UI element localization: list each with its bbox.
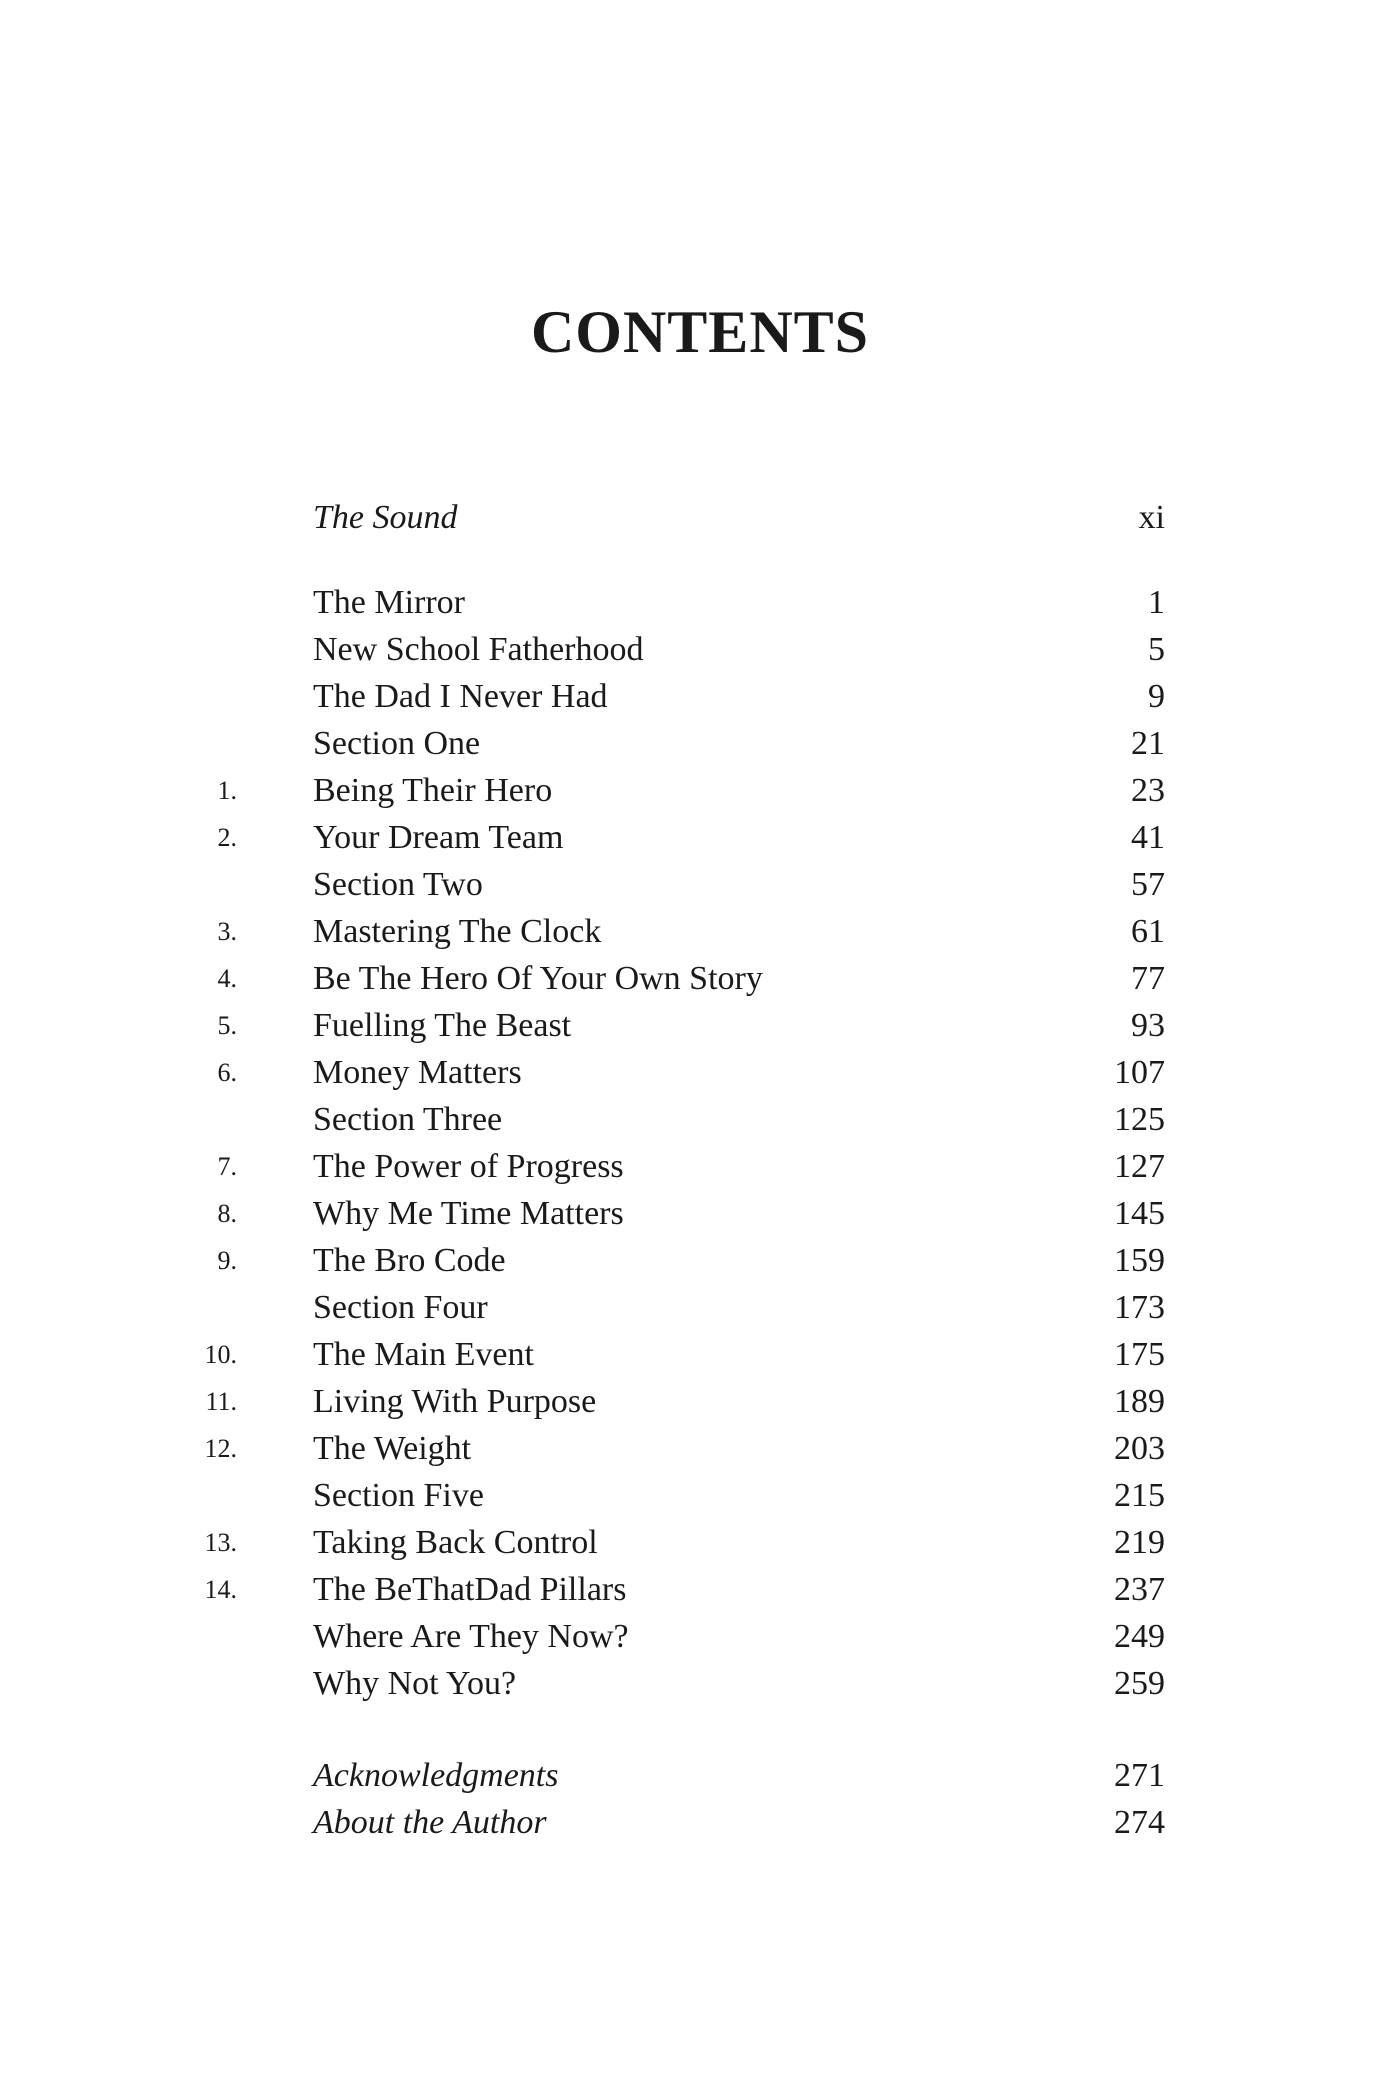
toc-entry-title: Why Me Time Matters	[313, 1195, 624, 1232]
toc-entry-row[interactable]	[245, 1472, 1165, 1519]
toc-entry-row[interactable]	[245, 720, 1165, 767]
toc-entry-page: 41	[1131, 819, 1165, 856]
toc-entry-title: Living With Purpose	[313, 1383, 597, 1420]
toc-entry-page: 5	[1148, 631, 1165, 668]
toc-entry-page: 21	[1131, 725, 1165, 762]
toc-entry-row[interactable]	[217, 955, 1165, 1002]
toc-entry-title: Where Are They Now?	[313, 1618, 629, 1655]
toc-entry-page: 215	[1114, 1477, 1165, 1514]
toc-entry-page: 125	[1114, 1101, 1165, 1138]
toc-entry-page: 127	[1114, 1148, 1165, 1185]
toc-entry-number: 8.	[217, 1199, 237, 1228]
toc-entry-row[interactable]	[205, 1378, 1165, 1425]
toc-entry-number: 5.	[217, 1011, 237, 1040]
toc-entry-page: 93	[1131, 1007, 1165, 1044]
toc-entry-title: Section Four	[313, 1289, 488, 1326]
toc-entry-title: Acknowledgments	[313, 1757, 559, 1794]
toc-entry-row[interactable]	[245, 626, 1165, 673]
toc-entry-title: Being Their Hero	[313, 772, 553, 809]
toc-front-matter-row[interactable]	[245, 494, 1165, 541]
toc-entry-title: Section One	[313, 725, 481, 762]
toc-entry-row[interactable]	[245, 1613, 1165, 1660]
toc-entry-title: Your Dream Team	[313, 819, 564, 856]
toc-entry-number: 4.	[217, 964, 237, 993]
toc-entry-page: 1	[1148, 584, 1165, 621]
toc-entry-page: 219	[1114, 1524, 1165, 1561]
toc-entry-page: 173	[1114, 1289, 1165, 1326]
toc-entry-title: The Bro Code	[313, 1242, 506, 1279]
toc-entry-number: 9.	[217, 1246, 237, 1275]
toc-entry-page: 57	[1131, 866, 1165, 903]
toc-entry-page: 145	[1114, 1195, 1165, 1232]
toc-entry-row[interactable]	[245, 861, 1165, 908]
page-title: CONTENTS	[530, 299, 870, 365]
toc-entry-row[interactable]	[217, 1237, 1165, 1284]
toc-entry-row[interactable]	[217, 1143, 1165, 1190]
toc-entry-row[interactable]	[245, 579, 1165, 626]
toc-entry-title: The Main Event	[313, 1336, 534, 1373]
toc-entry-number: 13.	[204, 1528, 237, 1557]
toc-entry-title: The BeThatDad Pillars	[313, 1571, 627, 1608]
toc-entry-title: New School Fatherhood	[313, 631, 644, 668]
toc-entry-title: Mastering The Clock	[313, 913, 602, 950]
toc-back-matter-row[interactable]	[245, 1752, 1165, 1799]
toc-entry-row[interactable]	[204, 1425, 1165, 1472]
toc-entry-page: 159	[1114, 1242, 1165, 1279]
toc-entry-number: 12.	[204, 1434, 237, 1463]
toc-entry-row[interactable]	[217, 908, 1165, 955]
toc-entry-title: Money Matters	[313, 1054, 522, 1091]
toc-entry-page: 274	[1114, 1804, 1165, 1841]
toc-entry-row[interactable]	[204, 1519, 1165, 1566]
toc-entry-row[interactable]	[245, 1660, 1165, 1707]
toc-entry-row[interactable]	[217, 814, 1165, 861]
toc-entry-title: The Power of Progress	[313, 1148, 624, 1185]
toc-entry-title: The Dad I Never Had	[313, 678, 608, 715]
toc-entry-row[interactable]	[245, 1284, 1165, 1331]
toc-entry-page: 271	[1114, 1757, 1165, 1794]
toc-entry-row[interactable]	[217, 1002, 1165, 1049]
toc-entry-row[interactable]	[217, 1190, 1165, 1237]
toc-entry-title: Section Three	[313, 1101, 503, 1138]
toc-entry-title: Fuelling The Beast	[313, 1007, 572, 1044]
toc-entry-number: 14.	[204, 1575, 237, 1604]
toc-entry-page: 259	[1114, 1665, 1165, 1702]
toc-entry-page: 175	[1114, 1336, 1165, 1373]
toc-entry-number: 3.	[217, 917, 237, 946]
toc-entry-number: 10.	[204, 1340, 237, 1369]
toc-entry-row[interactable]	[204, 1566, 1165, 1613]
toc-back-matter-row[interactable]	[245, 1799, 1165, 1846]
toc-entry-row[interactable]	[245, 1096, 1165, 1143]
toc-entry-title: Taking Back Control	[313, 1524, 598, 1561]
toc-entry-title: The Weight	[313, 1430, 472, 1467]
toc-entry-title: About the Author	[313, 1804, 547, 1841]
toc-entry-page: 203	[1114, 1430, 1165, 1467]
toc-entry-page: 107	[1114, 1054, 1165, 1091]
toc-entry-number: 7.	[217, 1152, 237, 1181]
toc-entry-page: 23	[1131, 772, 1165, 809]
toc-entry-page: 237	[1114, 1571, 1165, 1608]
toc-entry-title: Section Five	[313, 1477, 484, 1514]
toc-entry-title: The Mirror	[313, 584, 466, 621]
toc-entry-page: 249	[1114, 1618, 1165, 1655]
toc-entry-page: 189	[1114, 1383, 1165, 1420]
toc-entry-number: 1.	[217, 776, 237, 805]
toc-entry-page: 77	[1131, 960, 1165, 997]
toc-entry-title: Be The Hero Of Your Own Story	[313, 960, 763, 997]
toc-entry-page: xi	[1138, 499, 1165, 536]
toc-entry-row[interactable]	[217, 1049, 1165, 1096]
toc-entry-title: Section Two	[313, 866, 483, 903]
toc-entry-title: The Sound	[313, 499, 458, 536]
toc-entry-page: 61	[1131, 913, 1165, 950]
toc-entry-number: 2.	[217, 823, 237, 852]
toc-entry-number: 6.	[217, 1058, 237, 1087]
toc-entry-row[interactable]	[204, 1331, 1165, 1378]
toc-entry-row[interactable]	[217, 767, 1165, 814]
toc-entry-title: Why Not You?	[313, 1665, 517, 1702]
toc-entry-number: 11.	[205, 1387, 237, 1416]
toc-entry-row[interactable]	[245, 673, 1165, 720]
toc-entry-page: 9	[1148, 678, 1165, 715]
